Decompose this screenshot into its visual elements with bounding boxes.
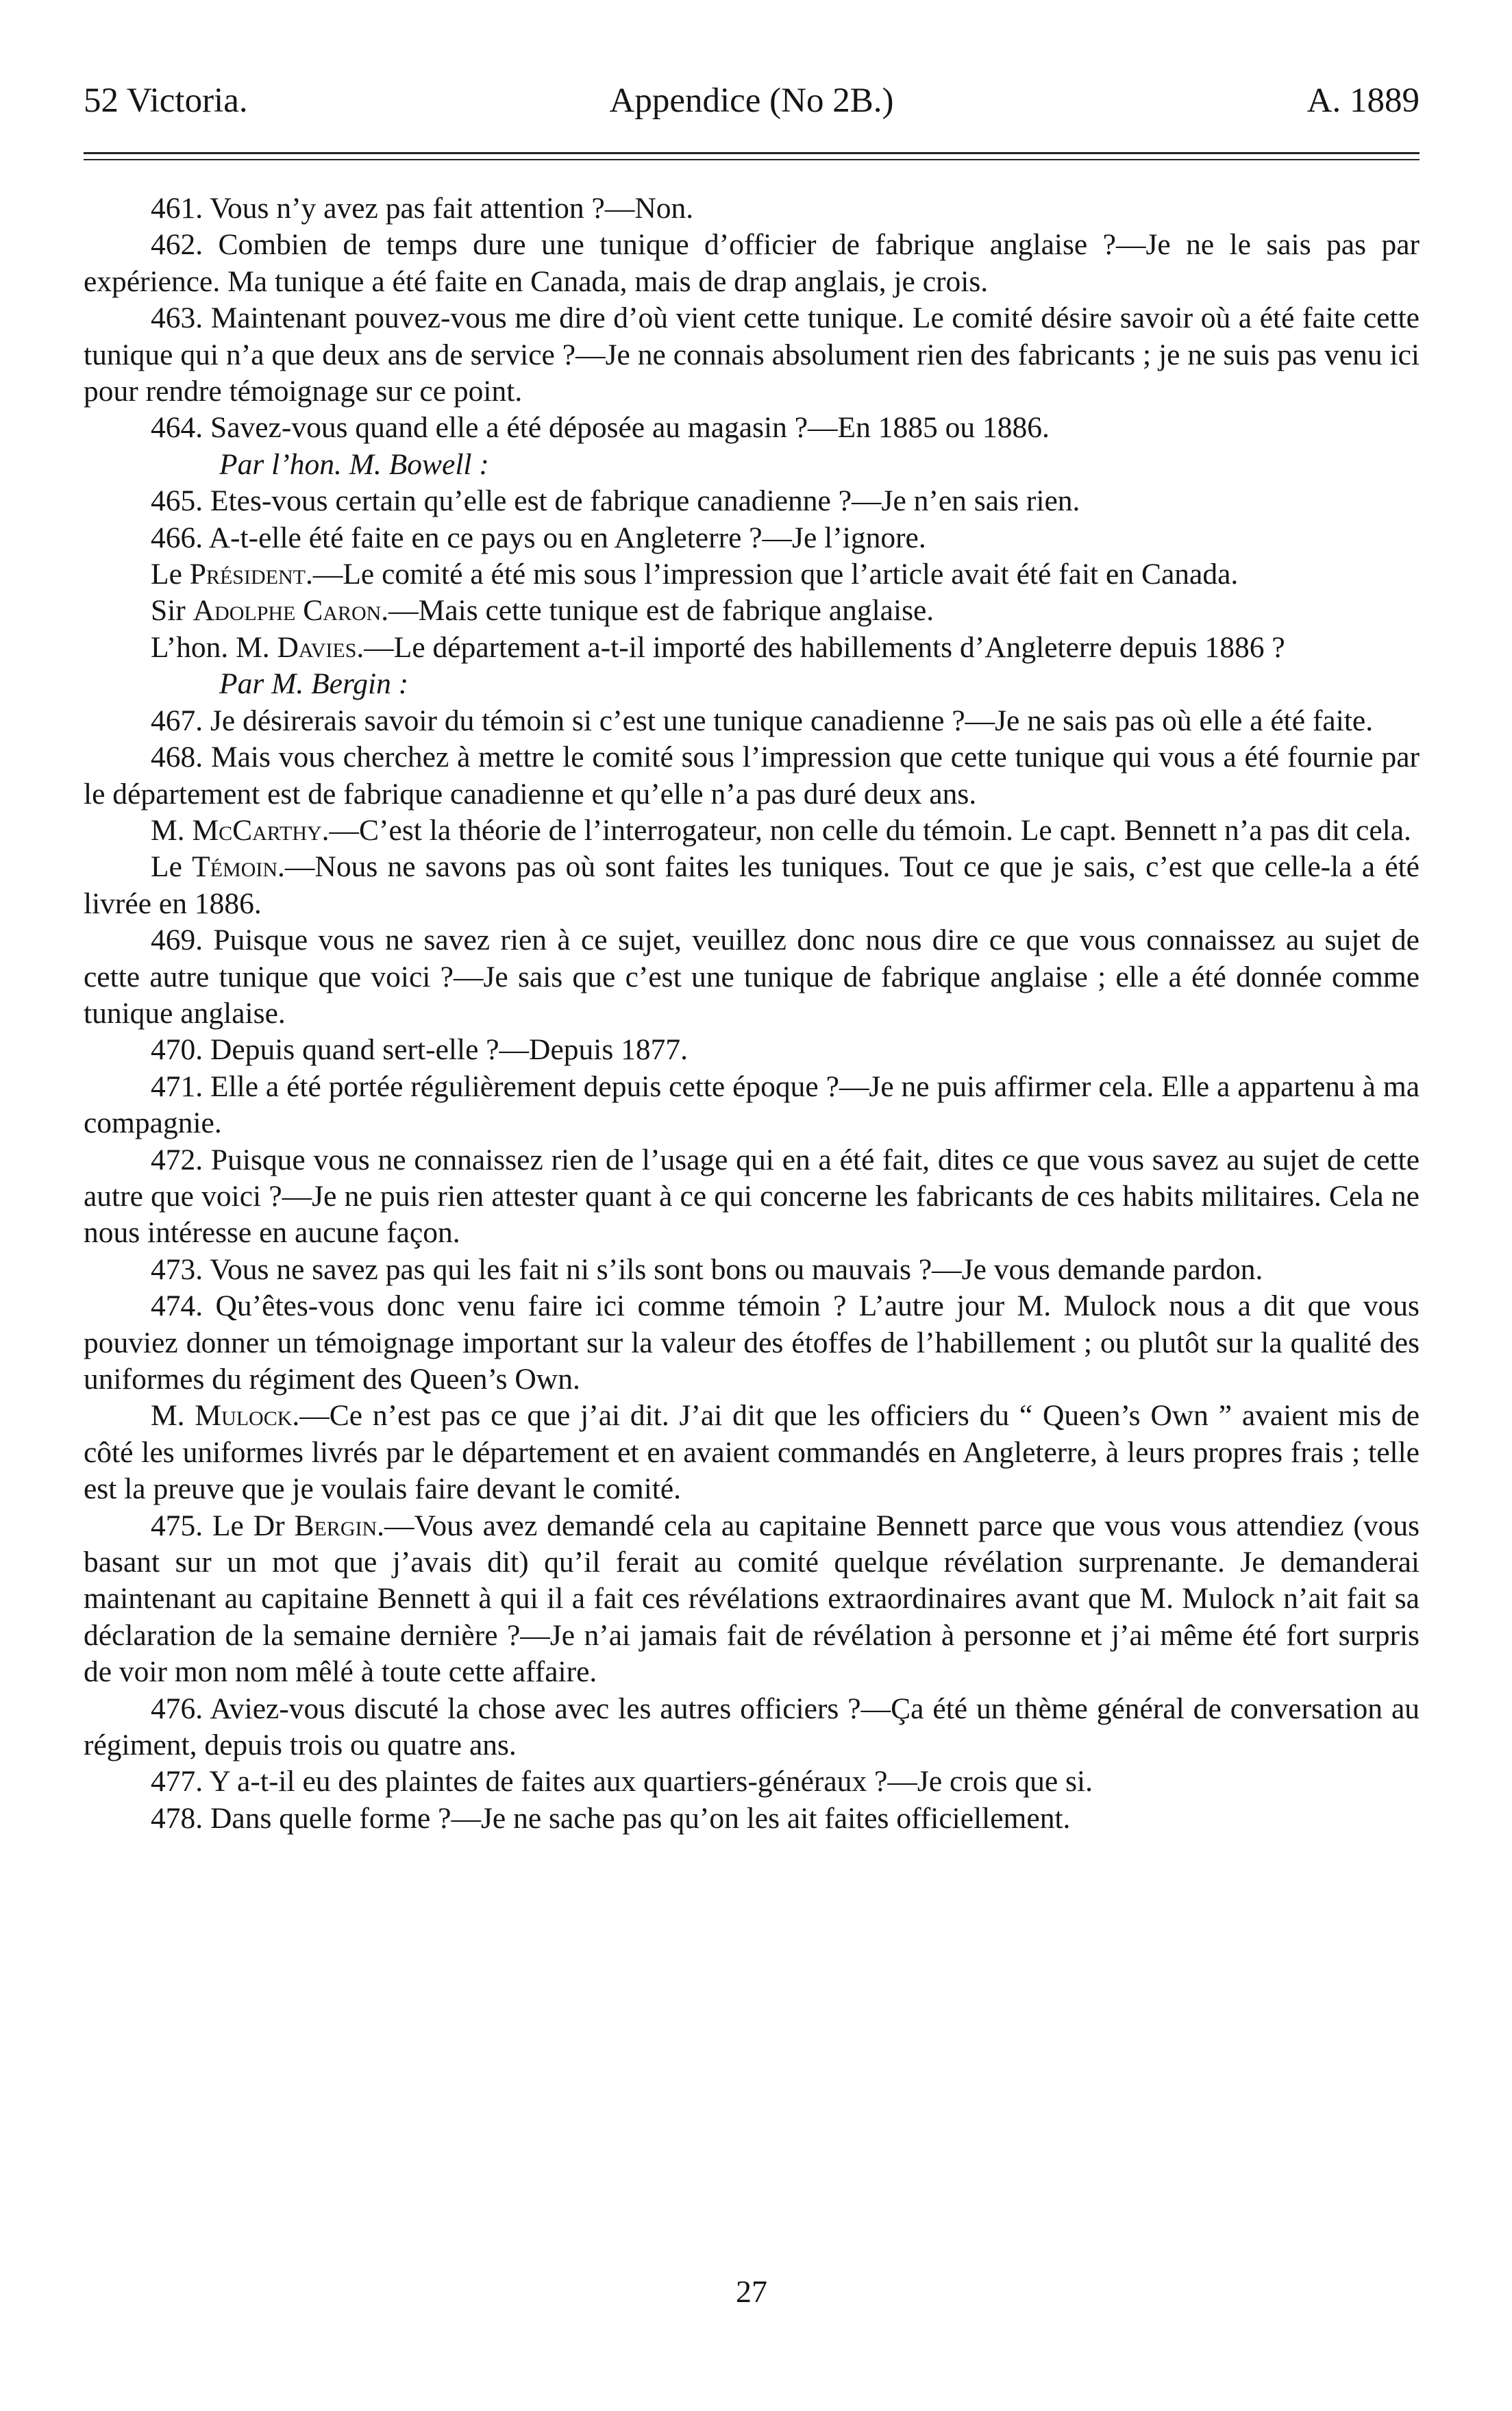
speaker-name: Adolphe Caron (193, 594, 382, 628)
remark-prefix: Le (151, 558, 190, 591)
remark-prefix: Sir (151, 594, 193, 628)
question-answer: 465. Etes-vous certain qu’elle est de fabrique canadienne ?—Je n’en sais rien. (151, 484, 1080, 518)
running-header (84, 81, 1420, 129)
page-number: 27 (736, 2274, 767, 2309)
speaker-name: McCarthy (192, 813, 322, 847)
header-rule-thick (84, 152, 1420, 154)
header-year: A. 1889 (1306, 82, 1420, 120)
question-answer: 473. Vous ne savez pas qui les fait ni s’ils sont bons ou mauvais ?—Je vous demande pardon. (151, 1252, 1263, 1286)
remark-text: .—Le comité a été mis sous l’impression que l’article avait été fait en Canada. (305, 558, 1239, 591)
speaker-remark (84, 1508, 1420, 1691)
question-answer: 476. Aviez-vous discuté la chose avec les autres officiers ?—Ça été un thème général de conversation au régiment, depuis trois ou quatre ans. (84, 1692, 1420, 1762)
remark-prefix: M. (151, 813, 193, 847)
speaker-remark (84, 630, 1420, 666)
testimony-body (84, 190, 1420, 1837)
speaker-remark (84, 593, 1420, 629)
question-answer: 463. Maintenant pouvez-vous me dire d’où vient cette tunique. Le comité désire savoir où a été faite cette tunique qui n’a que deux ans de service ?—Je ne connais absolument rien des fabricants ; je ne suis pas venu ici pour rendre témoignage sur ce point. (84, 301, 1420, 408)
question-answer: 469. Puisque vous ne savez rien à ce sujet, veuillez donc nous dire ce que vous connaissez au sujet de cette autre tunique que voici ?—Je sais que c’est une tunique de fabrique anglaise ; elle a été donnée comme tunique anglaise. (84, 924, 1420, 1030)
question-answer: 462. Combien de temps dure une tunique d’officier de fabrique anglaise ?—Je ne le sais pas par expérience. Ma tunique a été faite en Canada, mais de drap anglais, je crois. (84, 228, 1420, 298)
question-answer: 478. Dans quelle forme ?—Je ne sache pas qu’on les ait faites officiellement. (151, 1801, 1071, 1835)
remark-text: .—Le département a-t-il importé des habillements d’Angleterre depuis 1886 ? (356, 630, 1285, 664)
question-answer: 461. Vous n’y avez pas fait attention ?—Non. (151, 192, 694, 225)
examiner-heading: Par l’hon. M. Bowell : (219, 447, 489, 481)
speaker-name: Davies (277, 630, 357, 664)
question-answer: 472. Puisque vous ne connaissez rien de l’usage qui en a été fait, dites ce que vous savez au sujet de cette autre que voici ?—Je ne puis rien attester quant à ce qui concerne les fabricants de ces habits militaires. Cela ne nous intéresse en aucune façon. (84, 1143, 1420, 1250)
speaker-remark (84, 1398, 1420, 1507)
remark-prefix: M. (151, 1399, 195, 1433)
speaker-remark (84, 556, 1420, 593)
question-answer: 470. Depuis quand sert-elle ?—Depuis 1877. (151, 1033, 689, 1067)
question-answer: 477. Y a-t-il eu des plaintes de faites aux quartiers-généraux ?—Je crois que si. (151, 1765, 1093, 1798)
remark-prefix: Le (151, 850, 193, 884)
question-answer: 466. A-t-elle été faite en ce pays ou en Angleterre ?—Je l’ignore. (151, 521, 926, 554)
examiner-heading: Par M. Bergin : (219, 667, 409, 701)
speaker-name: Témoin (192, 850, 278, 884)
document-page (84, 0, 1420, 2411)
remark-text: .—Mais cette tunique est de fabrique anglaise. (381, 594, 934, 628)
remark-text: .—Vous avez demandé cela au capitaine Bennett parce que vous vous attendiez (vous basant sur un mot que j’avais dit) qu’il ferait au comité quelque révélation surprenante. Je demanderai maintenant au capitaine Bennett à qui il a fait ces révélations extraordinaires avant que M. Mulock n’ait fait sa déclaration de la semaine dernière ?—Je n’ai jamais fait de révélation à personne et j’ai même été fort surpris de voir mon nom mêlé à toute cette affaire. (84, 1509, 1420, 1689)
remark-prefix: L’hon. M. (151, 630, 277, 664)
speaker-remark (84, 849, 1420, 922)
header-session: 52 Victoria. (84, 82, 248, 120)
question-answer: 474. Qu’êtes-vous donc venu faire ici comme témoin ? L’autre jour M. Mulock nous a dit que vous pouviez donner un témoignage important sur la valeur des étoffes de l’habillement ; ou plutôt sur la qualité des uniformes du régiment des Queen’s Own. (84, 1289, 1420, 1396)
question-answer: 471. Elle a été portée régulièrement depuis cette époque ?—Je ne puis affirmer cela. Elle a appartenu à ma compagnie. (84, 1070, 1420, 1140)
remark-text: .—C’est la théorie de l’interrogateur, non celle du témoin. Le capt. Bennett n’a pas dit cela. (321, 813, 1411, 847)
remark-text: .—Ce n’est pas ce que j’ai dit. J’ai dit que les officiers du “ Queen’s Own ” avaient mis de côté les uniformes livrés par le département et en avaient commandés en Angleterre, à leurs propres frais ; telle est la preuve que je voulais faire devant le comité. (84, 1399, 1420, 1506)
remark-text: .—Nous ne savons pas où sont faites les tuniques. Tout ce que je sais, c’est que celle-la a été livrée en 1886. (84, 850, 1420, 920)
remark-prefix: 475. Le Dr (151, 1509, 295, 1542)
question-answer: 464. Savez-vous quand elle a été déposée au magasin ?—En 1885 ou 1886. (151, 411, 1050, 445)
speaker-name: Président (189, 558, 306, 591)
question-answer: 467. Je désirerais savoir du témoin si c’est une tunique canadienne ?—Je ne sais pas où elle a été faite. (151, 704, 1374, 737)
header-appendix: Appendice (No 2B.) (609, 82, 894, 120)
speaker-name: Mulock (195, 1399, 293, 1433)
speaker-name: Bergin (294, 1509, 377, 1542)
speaker-remark (84, 813, 1420, 849)
header-rule-thin (84, 159, 1420, 160)
question-answer: 468. Mais vous cherchez à mettre le comité sous l’impression que cette tunique qui vous a été fournie par le département est de fabrique canadienne et qu’elle n’a pas duré deux ans. (84, 741, 1420, 811)
